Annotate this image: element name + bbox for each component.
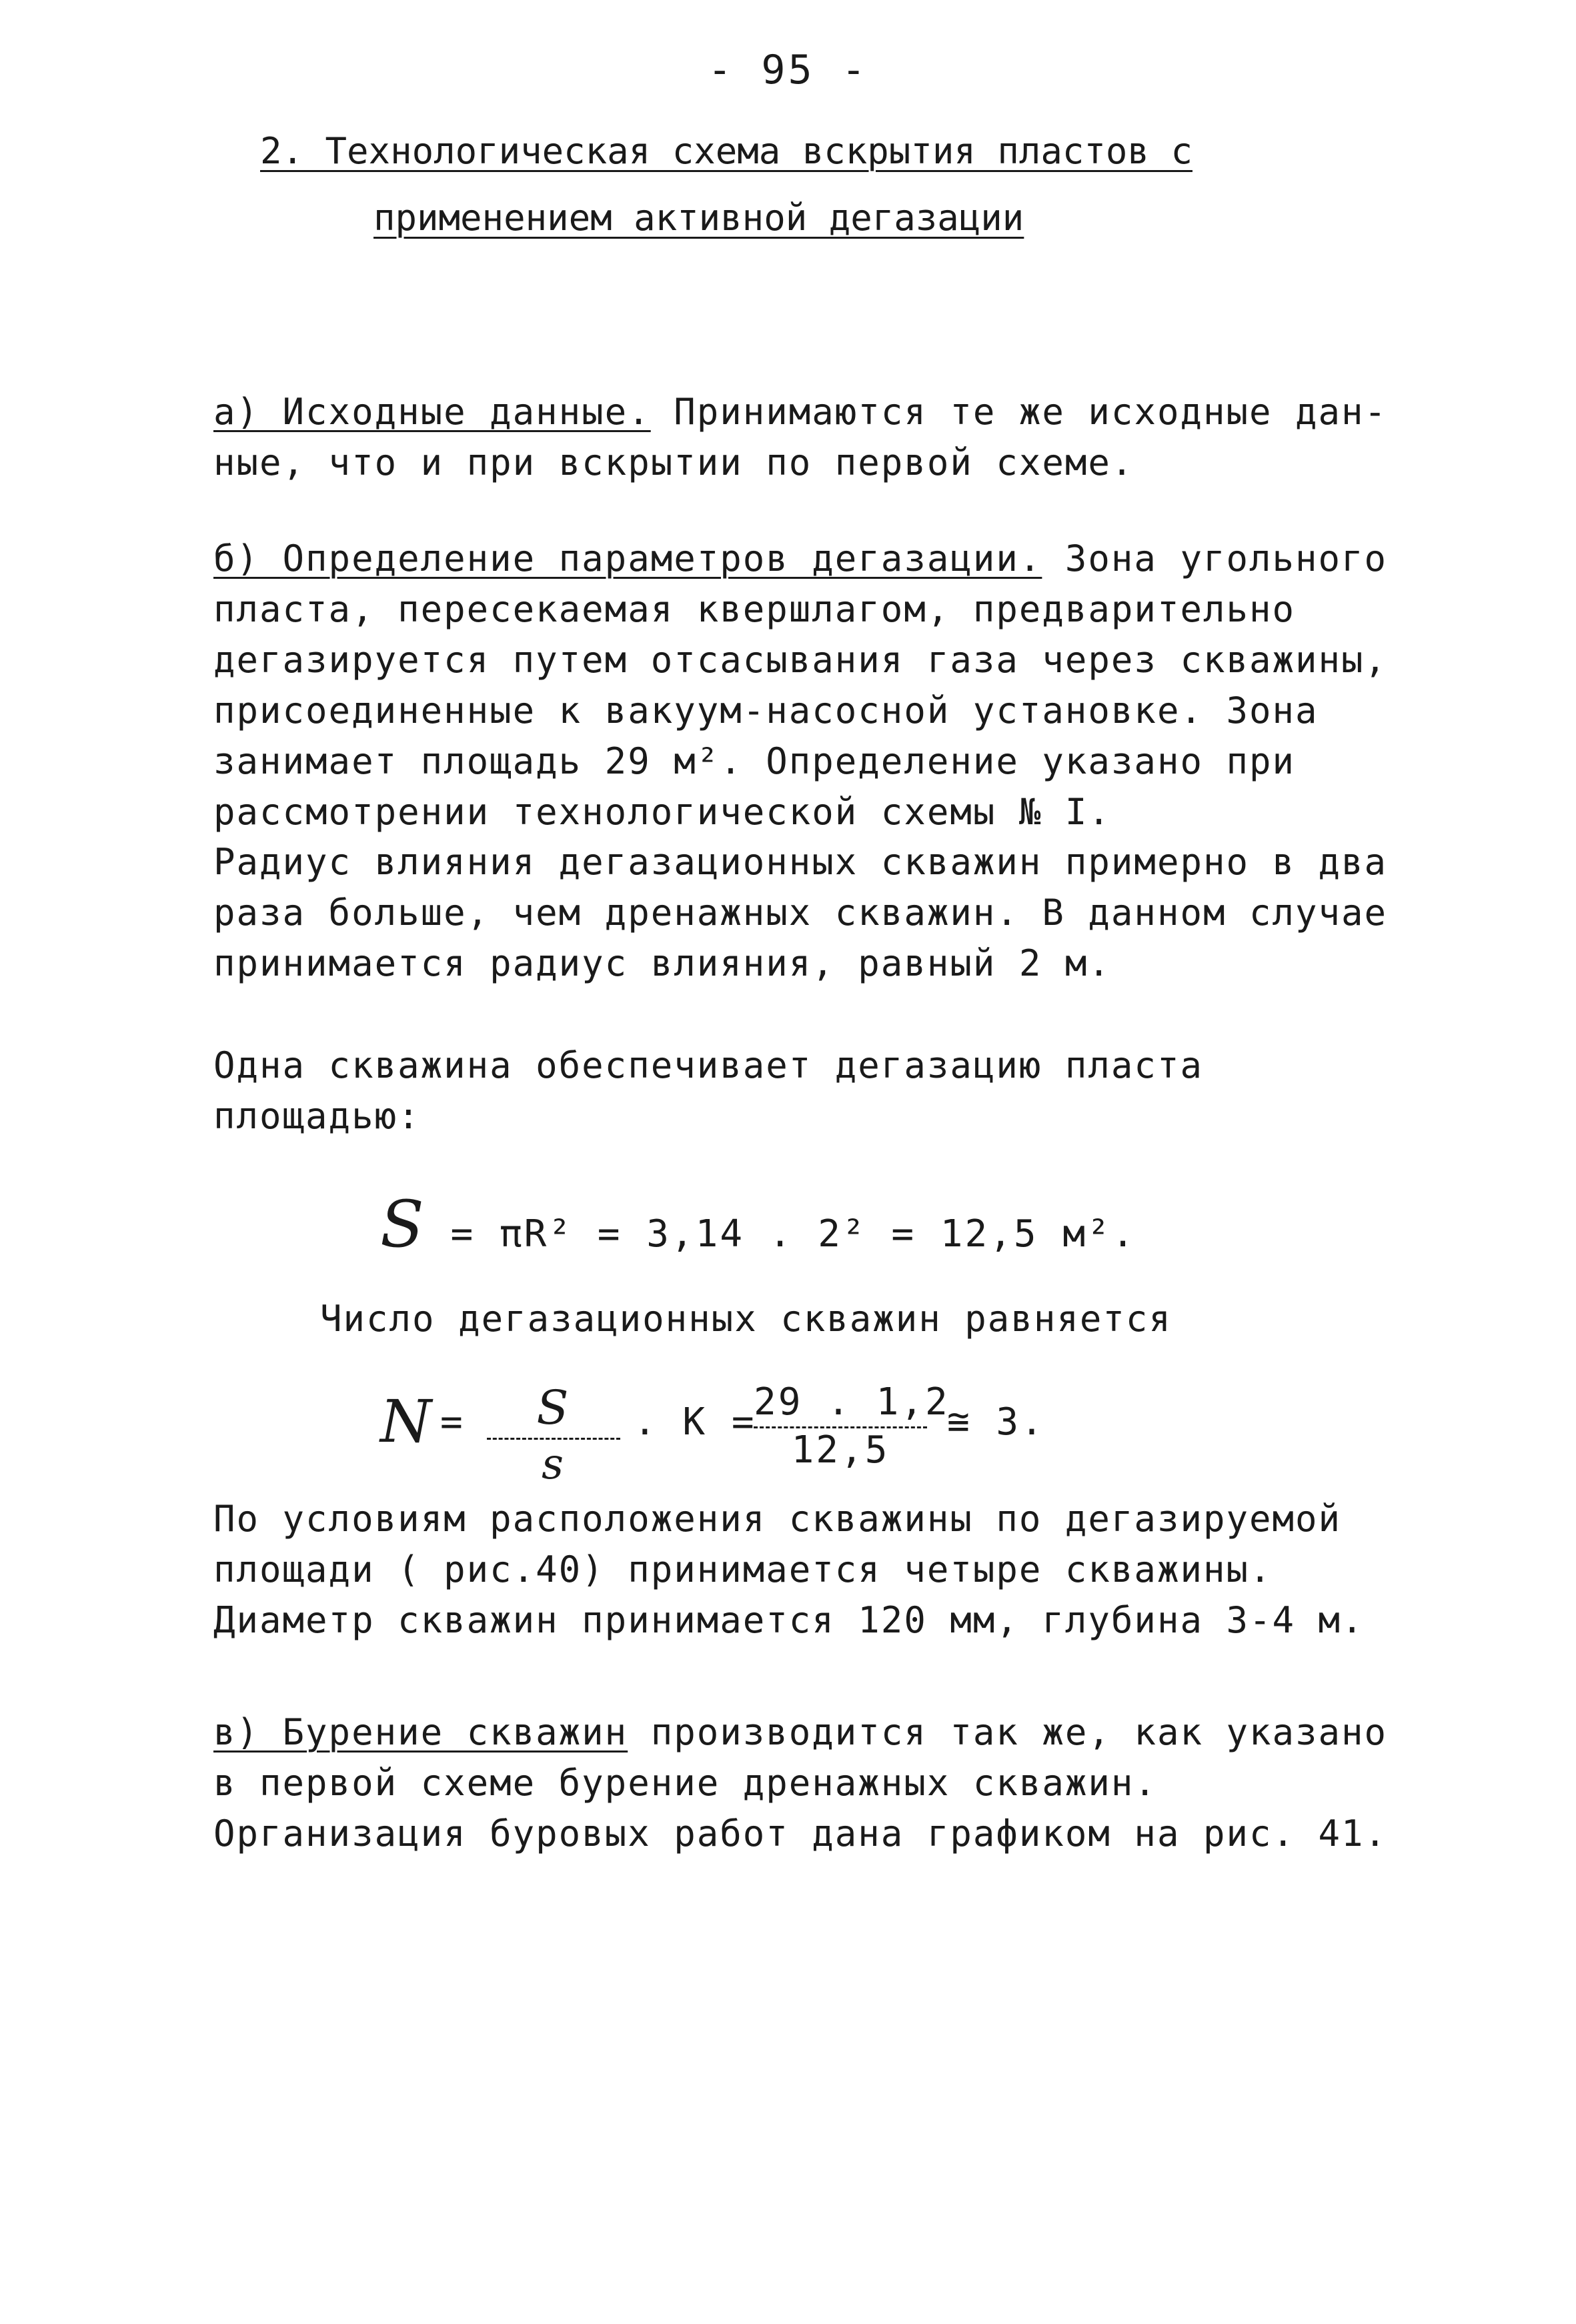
page-number: - 95 -: [708, 47, 868, 93]
section-title-line-1: 2. Технологическая схема вскрытия пластов с: [260, 130, 1193, 172]
formula-well-count: [380, 1380, 1180, 1487]
paragraph-one-well-area: Одна скважина обеспечивает дегазацию пласта площадью:: [213, 1044, 1203, 1137]
section-title-line-2: применением активной дегазации: [373, 197, 1024, 239]
item-a-heading: а) Исходные данные.: [213, 391, 651, 433]
paragraph-influence-radius: Радиус влияния дегазационных скважин примерно в два раза больше, чем дренажных скважин. В данном случае принимается радиус влияния, равный 2 м.: [213, 841, 1388, 984]
paragraph-degassing-parameters: [213, 533, 1401, 838]
formula-area: [380, 1187, 1136, 1262]
item-a-text: Принимаются те же исходные дан- ные, что и при вскрытии по первой схеме.: [213, 391, 1388, 483]
formula-n-k-factor: . K =: [634, 1400, 756, 1444]
formula-area-lhs: S: [380, 1187, 426, 1262]
paragraph-well-count: Число дегазационных скважин равняется: [320, 1298, 1172, 1340]
formula-area-rhs: = πR² = 3,14 . 2² = 12,5 м².: [426, 1212, 1136, 1256]
fraction-2-numerator: 29 . 1,2: [754, 1380, 927, 1428]
paragraph-initial-data: [213, 387, 1401, 488]
formula-n-fraction-1: [487, 1380, 620, 1489]
item-b-text: Зона угольного пласта, пересекаемая квершлагом, предварительно дегазируется путем отсасывания газа через скважины, присоединенные к вакуум-насосной установке. Зона занимает площадь 29 м². Определение указано при рассмотрении технологической схемы № I.: [213, 537, 1388, 833]
item-b-heading: б) Определение параметров дегазации.: [213, 537, 1042, 579]
paragraph-drilling: [213, 1707, 1401, 1859]
paragraph-well-layout: По условиям расположения скважины по дегазируемой площади ( рис.40) принимается четыре скважины. Диаметр скважин принимается 120 мм, глубина 3-4 м.: [213, 1498, 1365, 1641]
fraction-1-denominator: s: [542, 1440, 566, 1489]
item-c-text: производится так же, как указано в первой схеме бурение дренажных скважин. Организация буровых работ дана графиком на рис. 41.: [213, 1711, 1388, 1855]
fraction-2-denominator: 12,5: [791, 1428, 890, 1472]
formula-n-result: ≅ 3.: [947, 1400, 1045, 1444]
formula-n-equals: =: [440, 1400, 465, 1444]
item-c-heading: в) Бурение скважин: [213, 1711, 628, 1753]
formula-n-lhs: N: [380, 1387, 434, 1456]
formula-n-fraction-2: [754, 1380, 950, 1472]
fraction-1-numerator: S: [487, 1380, 620, 1440]
